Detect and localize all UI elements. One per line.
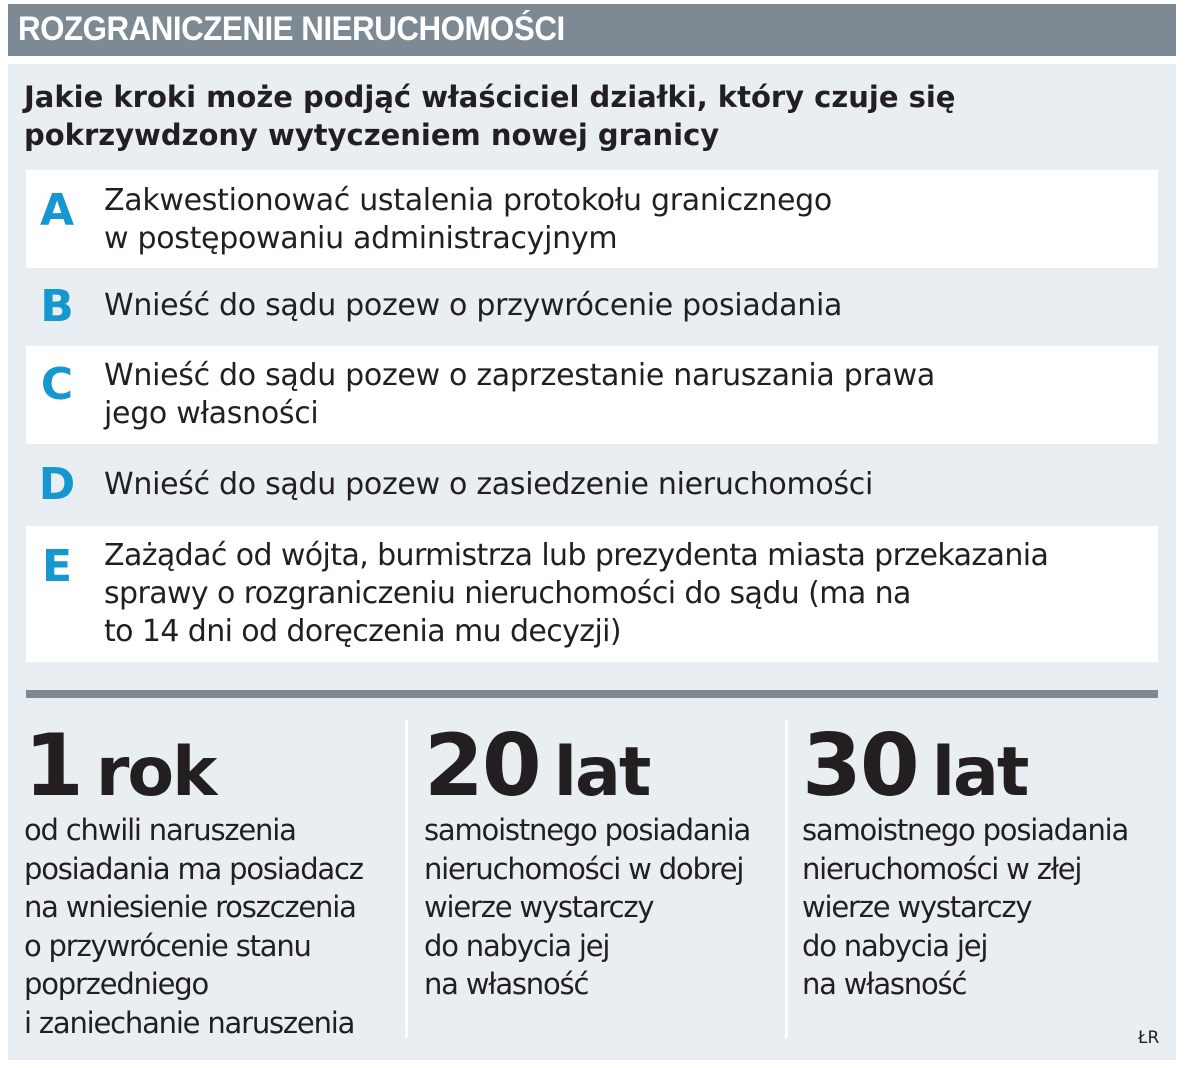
stat-1-value: [24, 718, 215, 821]
step-letter: A: [39, 185, 75, 236]
step-c: [26, 346, 1158, 444]
stat-3-value: [802, 718, 1027, 821]
stat-2-value: [424, 718, 649, 821]
stat-1-description: od chwili naruszenia posiadania ma posiadacz na wniesienie roszczenia o przywrócenie stanu poprzedniego i zaniechanie naruszenia: [24, 813, 363, 1040]
step-text: Zakwestionować ustalenia protokołu granicznego w postępowaniu administracyjnym: [104, 183, 832, 256]
stat-unit: lat: [553, 733, 650, 812]
column-separator: [405, 720, 408, 1038]
step-d: [26, 446, 1158, 524]
question-heading: Jakie kroki może podjąć właściciel działki, który czuje się pokrzywdzony wytyczeniem nowej granicy: [24, 80, 956, 152]
step-e: [26, 526, 1158, 662]
step-text: Wnieść do sądu pozew o zasiedzenie nieruchomości: [104, 467, 874, 502]
stat-2-description: samoistnego posiadania nieruchomości w dobrej wierze wystarczy do nabycia jej na własność: [424, 813, 751, 1001]
step-letter: D: [38, 459, 76, 510]
stat-unit: lat: [931, 733, 1028, 812]
stat-unit: rok: [95, 733, 216, 812]
section-divider: [26, 690, 1158, 698]
step-a: [26, 170, 1158, 268]
step-text: Wnieść do sądu pozew o zaprzestanie naruszania prawa jego własności: [104, 358, 935, 431]
header-bar: [8, 4, 1176, 56]
stat-3-description: samoistnego posiadania nieruchomości w złej wierze wystarczy do nabycia jej na własność: [802, 813, 1129, 1001]
step-b: [26, 270, 1158, 344]
step-letter: C: [40, 359, 74, 410]
infographic-title: ROZGRANICZENIE NIERUCHOMOŚCI: [18, 10, 565, 48]
step-letter: E: [41, 541, 73, 592]
stat-number: 20: [424, 716, 540, 816]
column-separator: [785, 720, 788, 1038]
step-text: Zażądać od wójta, burmistrza lub prezydenta miasta przekazania sprawy o rozgraniczeniu nieruchomości do sądu (ma na to 14 dni od doręczenia mu decyzji): [104, 538, 1049, 649]
author-credit: ŁR: [1138, 1028, 1160, 1048]
stat-number: 30: [802, 716, 918, 816]
step-text: Wnieść do sądu pozew o przywrócenie posiadania: [104, 288, 843, 323]
stat-number: 1: [24, 716, 82, 816]
step-letter: B: [40, 281, 74, 332]
